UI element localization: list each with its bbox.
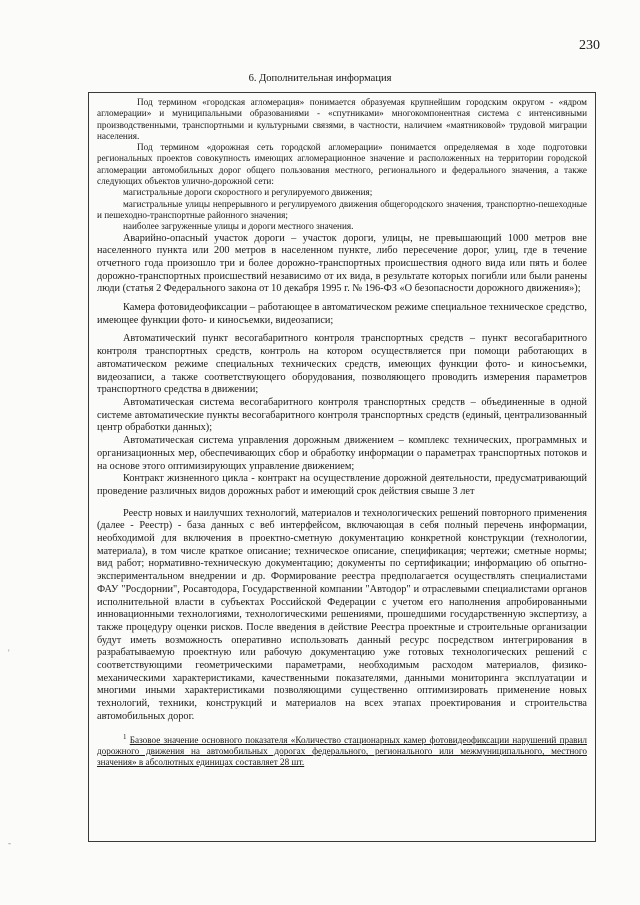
list-item: магистральные дороги скоростного и регулируемого движения;	[123, 187, 373, 198]
paragraph-weight-point: Автоматический пункт весогабаритного контроля транспортных средств – пункт весогабаритного контроля транспортных средств, контроль на котором осуществляется при помощи работающих в автоматическом режиме специальных технических средств, имеющих функции фото- и киносъемки, видеозаписи, а также соответствующего оборудования, позволяющего проводить измерения параметров транспортного средства в движении;	[97, 333, 587, 396]
page-number: 230	[579, 38, 600, 53]
paragraph-dangerous-section: Аварийно-опасный участок дороги – участок дороги, улицы, не превышающий 1000 метров вне населенного пункта или 200 метров в населенном пункте, либо пересечение дорог, улиц, где в течение отчетного года произошло три и более дорожно-транспортных происшествия одного вида или пять и более дорожно-транспортных происшествий независимо от их вида, в результате которых погибли или были ранены люди (статья 2 Федерального закона от 10 декабря 1995 г. № 196-ФЗ «О безопасности дорожного движения»);	[97, 232, 587, 295]
list-item: магистральные улицы непрерывного и регулируемого движения общегородского значения, транспортно-пешеходные и пешеходно-транспортные районного значения;	[97, 198, 587, 220]
footnote-marker: 1	[123, 732, 127, 741]
paragraph-traffic-control: Автоматическая система управления дорожным движением – комплекс технических, программных и организационных мер, обеспечивающих сбор и обработку информации о параметрах транспортных потоков и на основе этого оптимизирующих управление движением;	[97, 435, 587, 472]
paragraph-camera: Камера фотовидеофиксации – работающее в автоматическом режиме специальное техническое средство, имеющее функции фото- и киносъемки, видеозаписи;	[97, 302, 587, 326]
paragraph-agglomeration: Под термином «городская агломерация» понимается образуемая крупнейшим городским округом - «ядром агломерации» и муниципальными образованиями - «спутниками» многокомпонентная система с интенсивными производственными, транспортными и культурными связями, в частности, наличием «маятниковой» трудовой миграции населения.	[97, 97, 587, 141]
scan-mark: '	[8, 648, 10, 658]
scan-mark: -	[8, 838, 11, 848]
paragraph-lifecycle: Контракт жизненного цикла - контракт на осуществление дорожной деятельности, предусматривающий проведение различных видов дорожных работ и имеющий срок действия свыше 3 лет	[97, 473, 587, 497]
section-title: 6. Дополнительная информация	[248, 73, 392, 84]
paragraph-weight-system: Автоматическая система весогабаритного контроля транспортных средств – объединенные в одной системе автоматические пункты весогабаритного контроля транспортных средств (единый, централизованный центр обработки данных);	[97, 397, 587, 434]
footnote	[97, 732, 587, 769]
list-item: наиболее загруженные улицы и дороги местного значения.	[123, 221, 354, 232]
paragraph-road-network: Под термином «дорожная сеть городской агломерации» понимается определяемая в ходе подготовки региональных проектов совокупность имеющих агломерационное значение и расположенных на территории городской агломерации автомобильных дорог общего пользования местного, регионального и федерального значения, а также следующих объектов улично-дорожной сети:	[97, 142, 587, 187]
footnote-text: Базовое значение основного показателя «Количество стационарных камер фотовидеофиксации нарушений правил дорожного движения на автомобильных дорогах федерального, регионального или межмуниципального, местного значения» в абсолютных единицах составляет 28 шт.	[97, 734, 587, 768]
content-frame	[88, 92, 596, 842]
paragraph-registry: Реестр новых и наилучших технологий, материалов и технологических решений повторного применения (далее - Реестр) - база данных с веб интерфейсом, включающая в себя полный перечень информации, необходимой для включения в проектно-сметную документацию конкретной конструкции (технологии, материала), в том числе краткое описание; техническое описание, спецификация; чертежи; сметные нормы; вид работ; нормативно-техническую документацию; документы по сертификации; информацию об опытно-экспериментальном внедрении и др. Формирование реестра предполагается осуществлять специалистами ФАУ "Росдорнии", Росавтодора, Государственной компании "Автодор" и отраслевыми специалистами органов исполнительной власти в субъектах Российской Федерации с учетом его наполнения апробированными инновационными технологиями, технологическими решениями, прошедшими государственную экспертизу, а также процедуру оценки рисков. После введения в действие Реестра проектные и строительные организации будут иметь возможность оперативно использовать данный ресурс посредством интегрирования в разрабатываемую проектную или рабочую документацию уже готовых технологических решений с соответствующими геометрическими параметрами, необходимым расходом материалов, физико-механическими характеристиками, качественными показателями, данными мониторинга эксплуатации и многими иными характеристиками позволяющими существенно оптимизировать применение новых технологий, техники, конструкций и материалов на всех этапах проектирования и строительства автомобильных дорог.	[97, 507, 587, 722]
